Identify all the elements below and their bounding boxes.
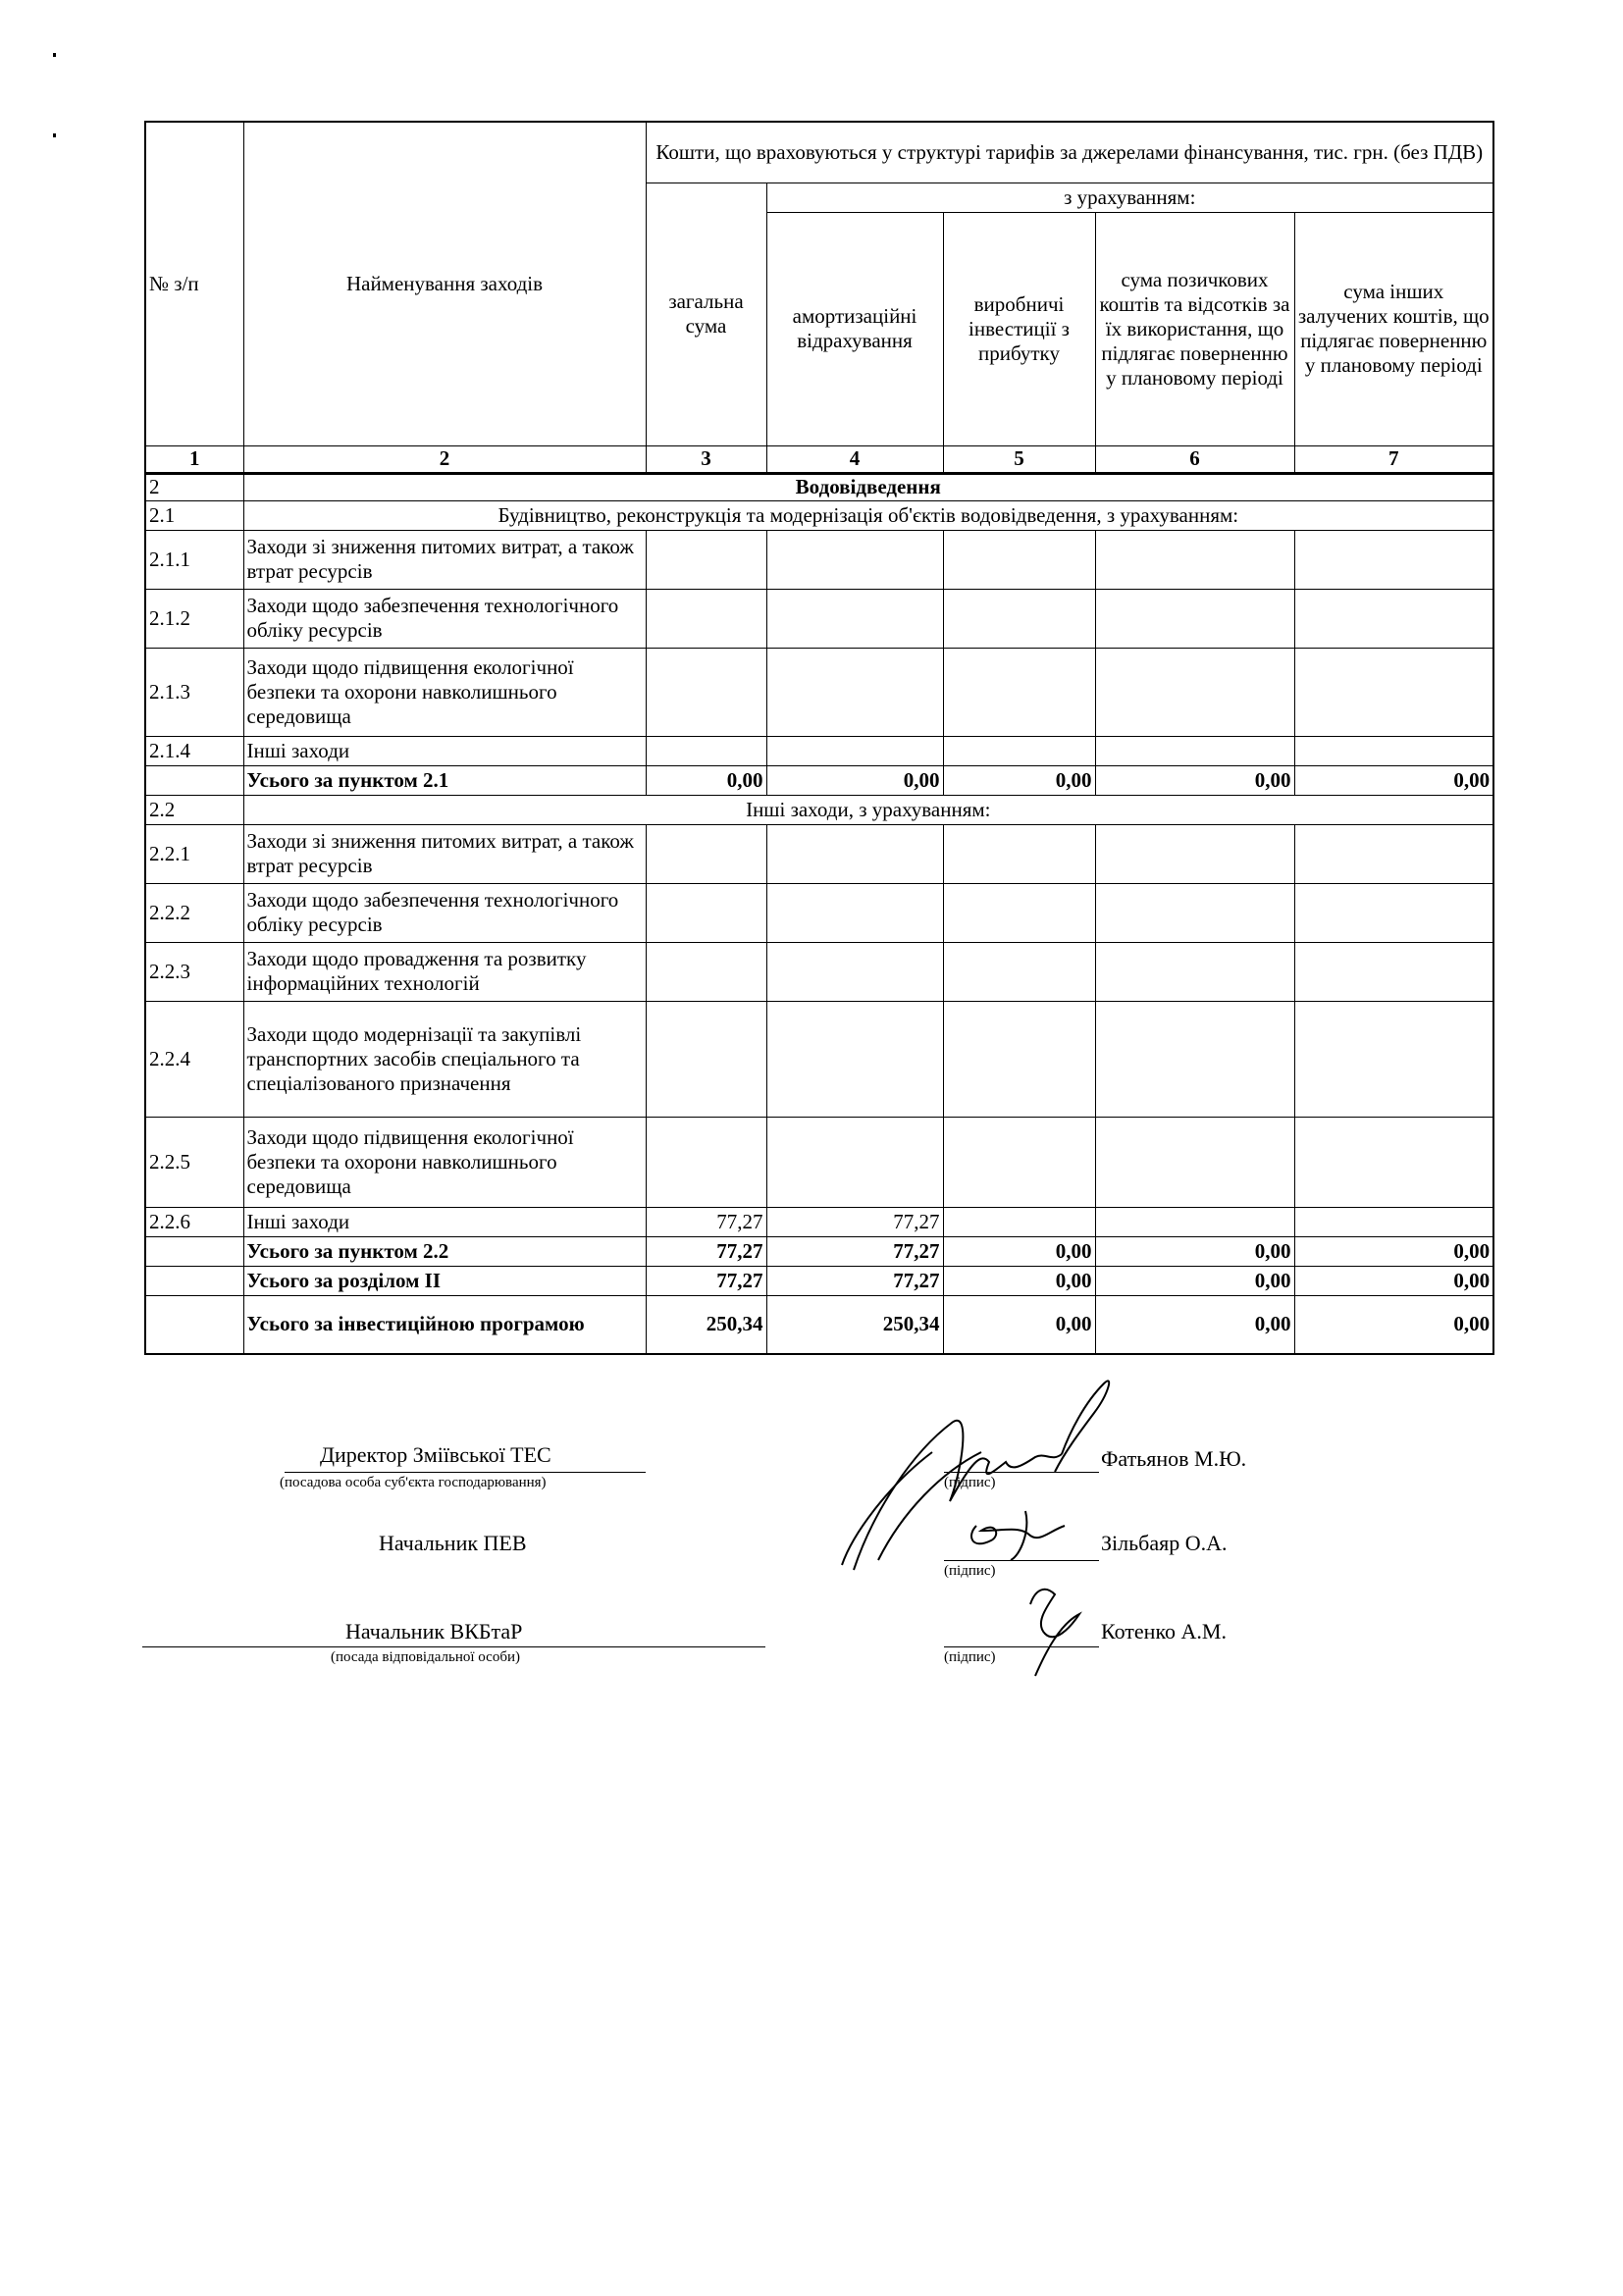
row-name: Заходи щодо забезпечення технологічного обліку ресурсів	[243, 589, 646, 648]
row-name: Заходи щодо провадження та розвитку інформаційних технологій	[243, 942, 646, 1001]
total-value: 0,00	[1294, 1236, 1493, 1266]
pev-title: Начальник ПЕВ	[379, 1531, 527, 1555]
vkbtar-title-line	[142, 1646, 765, 1647]
col-number: 7	[1294, 445, 1493, 473]
row-name: Заходи щодо забезпечення технологічного обліку ресурсів	[243, 883, 646, 942]
row-number: 2.1.3	[145, 648, 243, 736]
row-number: 2.2.3	[145, 942, 243, 1001]
row-value: 77,27	[646, 1207, 766, 1236]
pev-name: Зільбаяр О.А.	[1101, 1531, 1228, 1555]
row-name: Заходи щодо модернізації та закупівлі транспортних засобів спеціального та спеціалізованого призначення	[243, 1001, 646, 1117]
row-name: Заходи щодо підвищення екологічної безпеки та охорони навколишнього середовища	[243, 648, 646, 736]
hdr-col5: виробничі інвестиції з прибутку	[943, 212, 1095, 445]
scan-speck	[53, 53, 56, 57]
row-number: 2.1.1	[145, 530, 243, 589]
total-value: 0,00	[1095, 1236, 1294, 1266]
col-number: 4	[766, 445, 943, 473]
col-number: 3	[646, 445, 766, 473]
director-title-line	[285, 1472, 646, 1473]
director-sign-caption: (підпис)	[944, 1475, 996, 1490]
row-number: 2.2.5	[145, 1117, 243, 1207]
row-name: Заходи щодо підвищення екологічної безпеки та охорони навколишнього середовища	[243, 1117, 646, 1207]
section-number: 2	[145, 473, 243, 500]
col-number: 6	[1095, 445, 1294, 473]
total-value: 77,27	[646, 1236, 766, 1266]
total-value: 0,00	[943, 1295, 1095, 1354]
hdr-incl: з урахуванням:	[766, 183, 1493, 212]
total-value: 0,00	[646, 765, 766, 795]
hdr-col3: загальна сума	[646, 183, 766, 445]
subsection-number: 2.2	[145, 795, 243, 824]
vkbtar-title: Начальник ВКБтаР	[345, 1619, 523, 1644]
vkbtar-caption: (посада відповідальної особи)	[331, 1649, 520, 1665]
hdr-col2: Найменування заходів	[243, 122, 646, 445]
hdr-col1: № з/п	[145, 122, 243, 445]
row-value: 77,27	[766, 1207, 943, 1236]
total-value: 250,34	[766, 1295, 943, 1354]
total-value: 0,00	[1095, 1295, 1294, 1354]
col-number: 5	[943, 445, 1095, 473]
investment-table	[144, 121, 1494, 1355]
hdr-col4: амортизаційні відрахування	[766, 212, 943, 445]
section-title: Водовідведення	[243, 473, 1493, 500]
col-number: 1	[145, 445, 243, 473]
row-number: 2.2.6	[145, 1207, 243, 1236]
director-title: Директор Зміївської ТЕС	[320, 1442, 551, 1467]
subsection-number: 2.1	[145, 500, 243, 530]
total-value: 0,00	[943, 1236, 1095, 1266]
total-value: 0,00	[943, 765, 1095, 795]
total-value: 77,27	[646, 1266, 766, 1295]
total-value: 0,00	[1294, 765, 1493, 795]
total-value: 0,00	[1095, 765, 1294, 795]
row-name: Інші заходи	[243, 736, 646, 765]
handwritten-signatures	[834, 1364, 1148, 1697]
program-total-label: Усього за інвестиційною програмою	[243, 1295, 646, 1354]
total-label: Усього за пунктом 2.1	[243, 765, 646, 795]
director-caption: (посадова особа суб'єкта господарювання)	[280, 1475, 547, 1490]
hdr-col7: сума інших залучених коштів, що підлягає поверненню у плановому періоді	[1294, 212, 1493, 445]
total-value: 0,00	[1294, 1266, 1493, 1295]
pev-sign-caption: (підпис)	[944, 1563, 996, 1579]
row-name: Заходи зі зниження питомих витрат, а також втрат ресурсів	[243, 530, 646, 589]
total-value: 0,00	[766, 765, 943, 795]
row-name: Інші заходи	[243, 1207, 646, 1236]
hdr-funds: Кошти, що враховуються у структурі тарифів за джерелами фінансування, тис. грн. (без ПДВ)	[646, 122, 1493, 183]
vkbtar-name: Котенко А.М.	[1101, 1619, 1227, 1644]
section-total-label: Усього за розділом II	[243, 1266, 646, 1295]
row-number: 2.2.4	[145, 1001, 243, 1117]
total-value: 77,27	[766, 1266, 943, 1295]
total-label: Усього за пунктом 2.2	[243, 1236, 646, 1266]
total-value: 77,27	[766, 1236, 943, 1266]
hdr-col6: сума позичкових коштів та відсотків за їх використання, що підлягає поверненню у плановому періоді	[1095, 212, 1294, 445]
col-number: 2	[243, 445, 646, 473]
subsection-title: Будівництво, реконструкція та модернізація об'єктів водовідведення, з урахуванням:	[243, 500, 1493, 530]
scan-speck	[53, 133, 56, 137]
row-number: 2.2.2	[145, 883, 243, 942]
row-number: 2.2.1	[145, 824, 243, 883]
total-value: 0,00	[1095, 1266, 1294, 1295]
total-value: 250,34	[646, 1295, 766, 1354]
total-value: 0,00	[1294, 1295, 1493, 1354]
total-value: 0,00	[943, 1266, 1095, 1295]
director-name: Фатьянов М.Ю.	[1101, 1446, 1247, 1471]
row-number: 2.1.4	[145, 736, 243, 765]
subsection-title: Інші заходи, з урахуванням:	[243, 795, 1493, 824]
vkbtar-sign-caption: (підпис)	[944, 1649, 996, 1665]
row-number: 2.1.2	[145, 589, 243, 648]
row-name: Заходи зі зниження питомих витрат, а також втрат ресурсів	[243, 824, 646, 883]
